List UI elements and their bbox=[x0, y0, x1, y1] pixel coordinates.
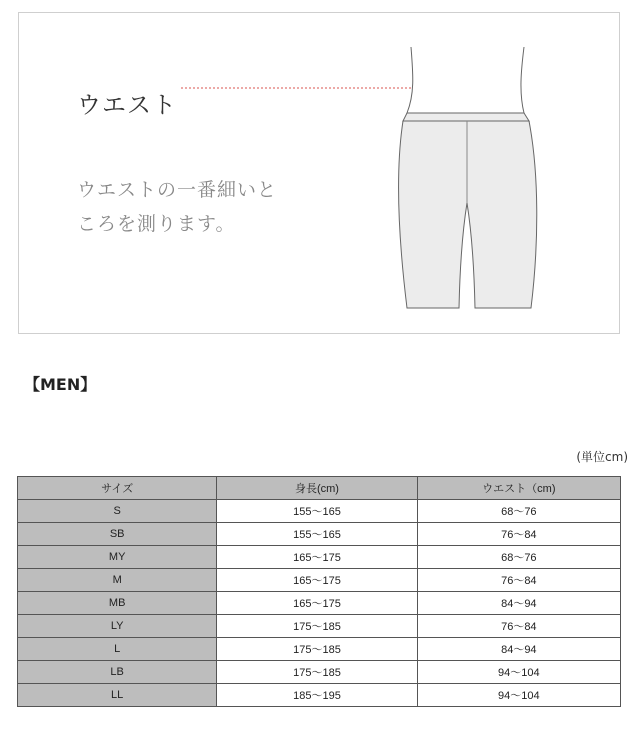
header-height: 身長(cm) bbox=[217, 477, 417, 500]
cell-size: L bbox=[18, 638, 217, 661]
size-table bbox=[17, 476, 621, 707]
cell-height: 165～175 bbox=[217, 569, 417, 592]
cell-waist: 76～84 bbox=[417, 569, 620, 592]
cell-height: 185～195 bbox=[217, 684, 417, 707]
cell-height: 175～185 bbox=[217, 615, 417, 638]
cell-size: MY bbox=[18, 546, 217, 569]
cell-waist: 94～104 bbox=[417, 684, 620, 707]
waistband bbox=[403, 113, 529, 121]
cell-waist: 68～76 bbox=[417, 546, 620, 569]
cell-height: 175～185 bbox=[217, 661, 417, 684]
table-row bbox=[18, 523, 621, 546]
unit-note: (単位cm) bbox=[576, 450, 628, 464]
cell-height: 175～185 bbox=[217, 638, 417, 661]
cell-size: MB bbox=[18, 592, 217, 615]
section-title: 【MEN】 bbox=[24, 375, 97, 394]
pants-waist-illustration bbox=[19, 13, 621, 335]
table-row bbox=[18, 638, 621, 661]
description-line-1: ウエストの一番細いと bbox=[77, 179, 278, 201]
torso-outline bbox=[407, 47, 524, 113]
pants-outline bbox=[399, 121, 537, 308]
cell-waist: 76～84 bbox=[417, 615, 620, 638]
cell-size: LL bbox=[18, 684, 217, 707]
header-waist: ウエスト（cm) bbox=[417, 477, 620, 500]
header-size: サイズ bbox=[18, 477, 217, 500]
table-row bbox=[18, 592, 621, 615]
table-row bbox=[18, 546, 621, 569]
cell-size: M bbox=[18, 569, 217, 592]
cell-size: LB bbox=[18, 661, 217, 684]
table-row bbox=[18, 500, 621, 523]
cell-height: 155～165 bbox=[217, 500, 417, 523]
cell-waist: 94～104 bbox=[417, 661, 620, 684]
waist-label: ウエスト bbox=[77, 91, 177, 119]
cell-size: SB bbox=[18, 523, 217, 546]
table-row bbox=[18, 684, 621, 707]
table-header-row bbox=[18, 477, 621, 500]
description-line-2: ころを測ります。 bbox=[77, 213, 236, 235]
cell-size: LY bbox=[18, 615, 217, 638]
cell-waist: 84～94 bbox=[417, 638, 620, 661]
cell-waist: 68～76 bbox=[417, 500, 620, 523]
cell-height: 165～175 bbox=[217, 592, 417, 615]
cell-waist: 76～84 bbox=[417, 523, 620, 546]
table-row bbox=[18, 661, 621, 684]
table-row bbox=[18, 569, 621, 592]
table-row bbox=[18, 615, 621, 638]
cell-height: 155～165 bbox=[217, 523, 417, 546]
measurement-illustration-panel bbox=[18, 12, 620, 334]
cell-height: 165～175 bbox=[217, 546, 417, 569]
cell-size: S bbox=[18, 500, 217, 523]
cell-waist: 84～94 bbox=[417, 592, 620, 615]
